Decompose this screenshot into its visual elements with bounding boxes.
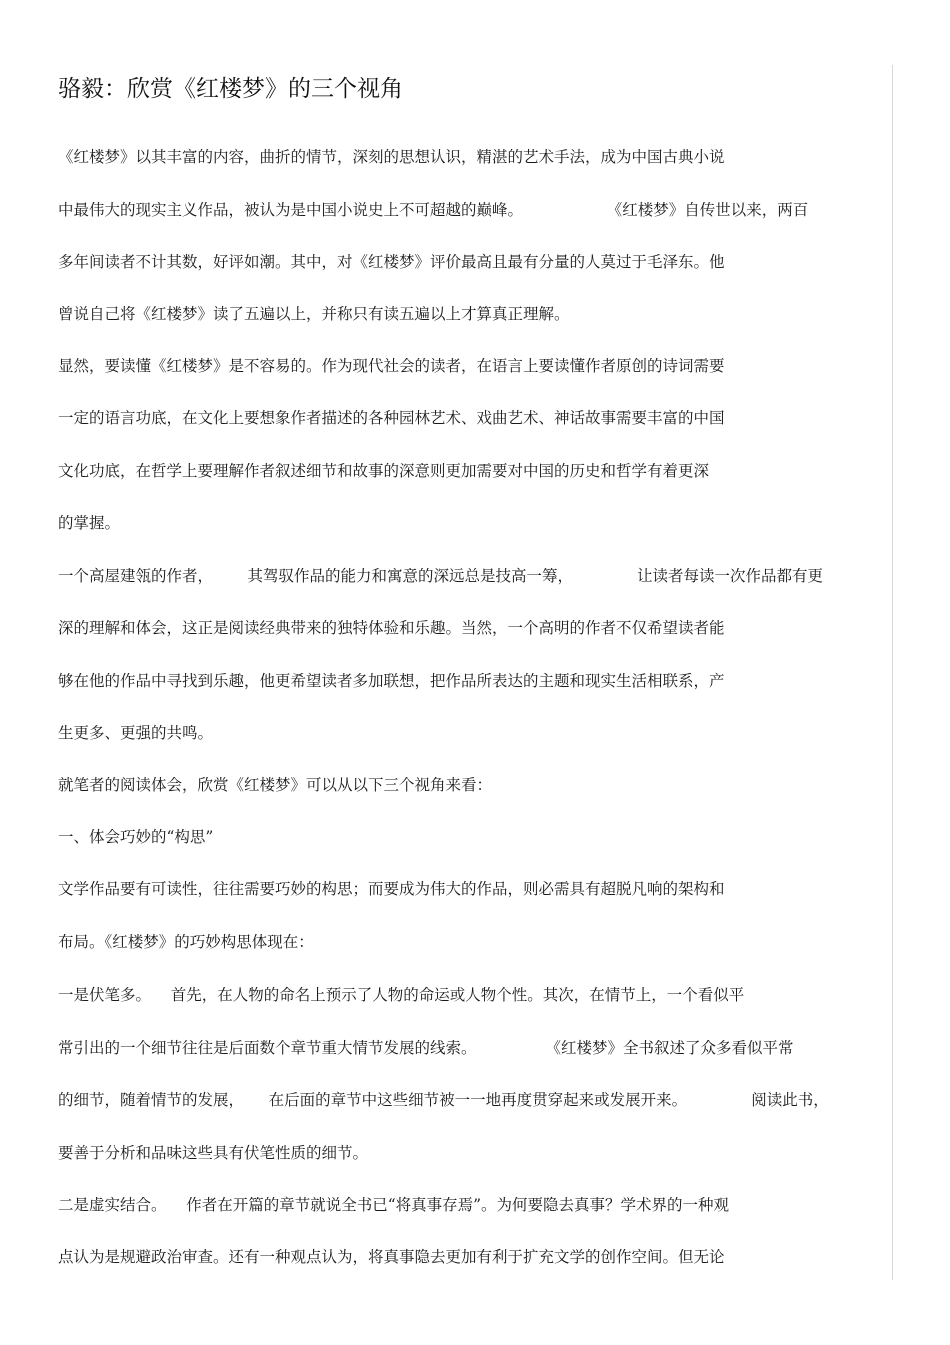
- body-line: 布局。《红楼梦》的巧妙构思体现在：: [58, 933, 314, 951]
- section-heading: 一、体会巧妙的“构思”: [58, 828, 214, 846]
- body-line: 多年间读者不计其数，好评如潮。其中，对《红楼梦》评价最高且最有分量的人莫过于毛泽东。他: [58, 253, 725, 271]
- page-edge-divider: [892, 65, 893, 1280]
- body-line: 就笔者的阅读体会，欣赏《红楼梦》可以从以下三个视角来看：: [58, 776, 493, 794]
- body-line: 中最伟大的现实主义作品，被认为是中国小说史上不可超越的巅峰。 《红楼梦》自传世以来，两百: [58, 201, 809, 219]
- body-line: 显然，要读懂《红楼梦》是不容易的。作为现代社会的读者，在语言上要读懂作者原创的诗词需要: [58, 357, 725, 375]
- body-line: 点认为是规避政治审查。还有一种观点认为，将真事隐去更加有利于扩充文学的创作空间。但无论: [58, 1248, 725, 1266]
- body-line: 一定的语言功底，在文化上要想象作者描述的各种园林艺术、戏曲艺术、神话故事需要丰富的中国: [58, 409, 725, 427]
- body-line: 的掌握。: [58, 514, 121, 532]
- body-line: 深的理解和体会，这正是阅读经典带来的独特体验和乐趣。当然，一个高明的作者不仅希望读者能: [58, 619, 725, 637]
- body-line: 曾说自己将《红楼梦》读了五遍以上，并称只有读五遍以上才算真正理解。: [58, 305, 570, 323]
- document-title: 骆毅：欣赏《红楼梦》的三个视角: [58, 76, 403, 102]
- body-line: 《红楼梦》以其丰富的内容，曲折的情节，深刻的思想认识，精湛的艺术手法，成为中国古典小说: [58, 148, 725, 166]
- body-line: 常引出的一个细节往往是后面数个章节重大情节发展的线索。 《红楼梦》全书叙述了众多看似平常: [58, 1039, 794, 1057]
- body-line: 一是伏笔多。 首先，在人物的命名上预示了人物的命运或人物个性。其次，在情节上，一个看似平: [58, 986, 745, 1004]
- body-line: 生更多、更强的共鸣。: [58, 724, 214, 742]
- body-line: 一个高屋建瓴的作者， 其驾驭作品的能力和寓意的深远总是技高一筹， 让读者每读一次作品都有更: [58, 567, 824, 585]
- body-line: 文学作品要有可读性，往往需要巧妙的构思；而要成为伟大的作品，则必需具有超脱凡响的架构和: [58, 880, 725, 898]
- body-line: 的细节，随着情节的发展， 在后面的章节中这些细节被一一地再度贯穿起来或发展开来。 阅读此书，: [58, 1091, 829, 1109]
- body-line: 要善于分析和品味这些具有伏笔性质的细节。: [58, 1144, 369, 1162]
- body-line: 二是虚实结合。 作者在开篇的章节就说全书已“将真事存焉”。为何要隐去真事？学术界的一种观: [58, 1196, 730, 1214]
- body-line: 够在他的作品中寻找到乐趣，他更希望读者多加联想，把作品所表达的主题和现实生活相联系，产: [58, 672, 725, 690]
- body-line: 文化功底，在哲学上要理解作者叙述细节和故事的深意则更加需要对中国的历史和哲学有着更深: [58, 462, 710, 480]
